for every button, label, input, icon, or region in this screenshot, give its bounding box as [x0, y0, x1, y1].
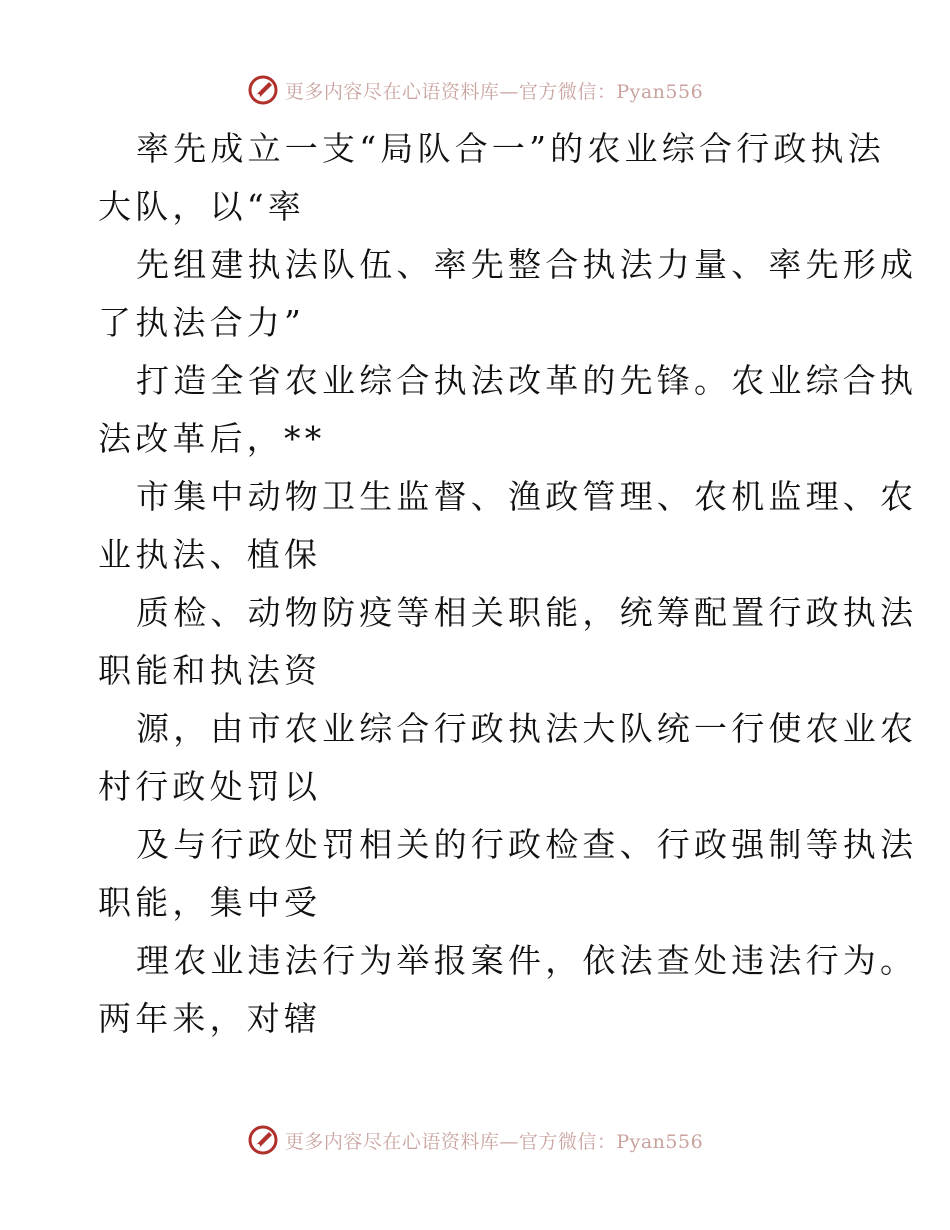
paragraph-line: 市集中动物卫生监督、渔政管理、农机监理、农	[136, 477, 918, 516]
paragraph-2	[98, 236, 918, 352]
paragraph-7	[98, 816, 918, 932]
paragraph-line: 及与行政处罚相关的行政检查、行政强制等执法	[136, 825, 918, 864]
paragraph-6	[98, 700, 918, 816]
paragraph-line: 大队，以“率	[98, 187, 306, 226]
paragraph-3	[98, 352, 918, 468]
paragraph-line: 职能和执法资	[98, 651, 322, 690]
paragraph-8	[98, 932, 918, 1048]
paragraph-line: 先组建执法队伍、率先整合执法力量、率先形成	[136, 245, 918, 284]
paragraph-line: 率先成立一支“局队合一”的农业综合行政执法	[136, 129, 885, 168]
paragraph-line: 职能，集中受	[98, 883, 322, 922]
header-banner-text: 更多内容尽在心语资料库—官方微信：Pyan556	[284, 80, 704, 103]
paragraph-line: 打造全省农业综合执法改革的先锋。农业综合执	[136, 361, 918, 400]
paragraph-line: 理农业违法行为举报案件，依法查处违法行为。	[136, 941, 918, 980]
paragraph-line: 源，由市农业综合行政执法大队统一行使农业农	[136, 709, 918, 748]
library-logo-icon	[247, 74, 279, 106]
paragraph-line: 业执法、植保	[98, 535, 322, 574]
paragraph-1	[98, 120, 885, 236]
paragraph-line: 法改革后，**	[98, 419, 326, 458]
document-body	[98, 120, 918, 1048]
paragraph-4	[98, 468, 918, 584]
paragraph-5	[98, 584, 918, 700]
header-banner	[0, 70, 950, 110]
footer-banner	[0, 1120, 950, 1160]
paragraph-line: 质检、动物防疫等相关职能，统筹配置行政执法	[136, 593, 918, 632]
footer-banner-text: 更多内容尽在心语资料库—官方微信：Pyan556	[284, 1130, 704, 1153]
paragraph-line: 两年来，对辖	[98, 999, 322, 1038]
paragraph-line: 了执法合力”	[98, 303, 306, 342]
library-logo-icon	[247, 1124, 279, 1156]
paragraph-line: 村行政处罚以	[98, 767, 322, 806]
